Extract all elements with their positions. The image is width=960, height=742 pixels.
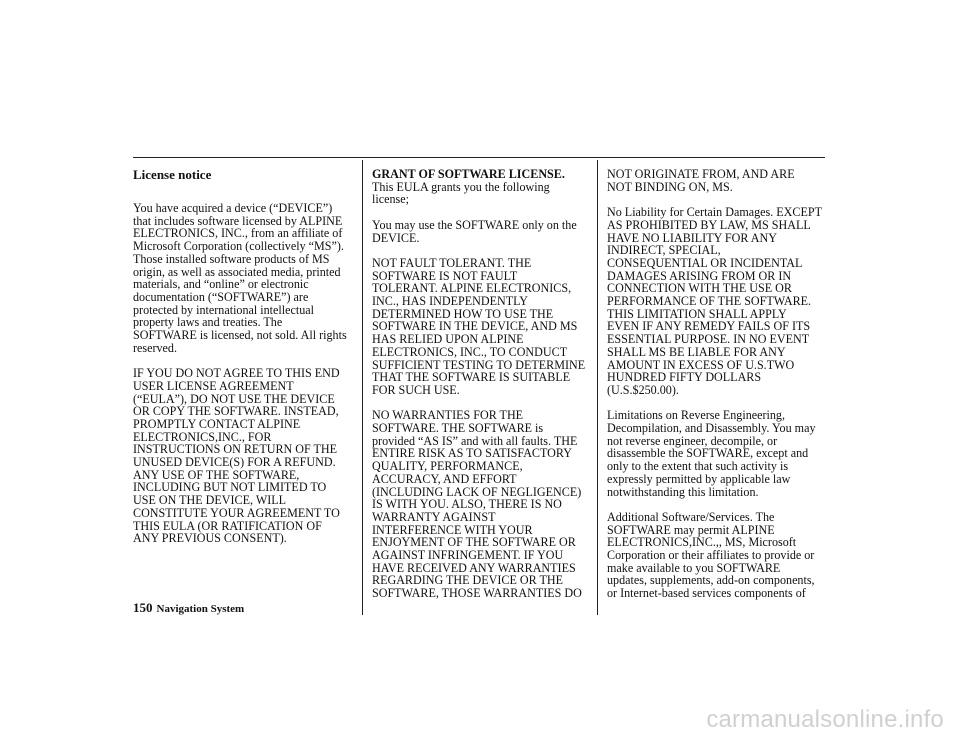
paragraph: This EULA grants you the following license; [372, 179, 550, 207]
section-name: Navigation System [156, 603, 245, 615]
paragraph: NOT ORIGINATE FROM, AND ARE NOT BINDING ON, MS. [607, 167, 795, 194]
column-1 [133, 168, 353, 558]
page-number: 150 [133, 600, 153, 615]
page-title: License notice [133, 167, 212, 182]
paragraph: No Liability for Certain Damages. EXCEPT AS PROHIBITED BY LAW, MS SHALL HAVE NO LIABILITY FOR ANY INDIRECT, SPECIAL, CONSEQUENTIAL OR INCIDENTAL DAMAGES ARISING FROM OR IN CONNECTION WITH THE USE OR PERFORMANCE OF THE SOFTWARE. THIS LIMITATION SHALL APPLY EVEN IF ANY REMEDY FAILS OF ITS ESSENTIAL PURPOSE. IN NO EVENT SHALL MS BE LIABLE FOR ANY AMOUNT IN EXCESS OF U.S.TWO HUNDRED FIFTY DOLLARS (U.S.$250.00). [607, 205, 822, 397]
column-2 [372, 168, 587, 613]
paragraph: Additional Software/Services. The SOFTWARE may permit ALPINE ELECTRONICS,INC.,, MS, Microsoft Corporation or their affiliates to provide or make available to you SOFTWARE updates, supplements, add-on components, or Internet-based services components of [607, 509, 815, 601]
column-divider-2 [597, 160, 598, 615]
paragraph: You may use the SOFTWARE only on the DEVICE. [372, 217, 577, 245]
paragraph: NOT FAULT TOLERANT. THE SOFTWARE IS NOT FAULT TOLERANT. ALPINE ELECTRONICS, INC., HAS INDEPENDENTLY DETERMINED HOW TO USE THE SOFTWARE IN THE DEVICE, AND MS HAS RELIED UPON ALPINE ELECTRONICS, INC., TO CONDUCT SUFFICIENT TESTING TO DETERMINE THAT THE SOFTWARE IS SUITABLE FOR SUCH USE. [372, 255, 586, 397]
section-heading: GRANT OF SOFTWARE LICENSE. [372, 167, 565, 181]
top-rule [133, 157, 825, 158]
watermark: carmanualsonline.info [706, 706, 944, 733]
paragraph: IF YOU DO NOT AGREE TO THIS END USER LICENSE AGREEMENT (“EULA”), DO NOT USE THE DEVICE OR COPY THE SOFTWARE. INSTEAD, PROMPTLY CONTACT ALPINE ELECTRONICS,INC., FOR INSTRUCTIONS ON RETURN OF THE UNUSED DEVICE(S) FOR A REFUND. ANY USE OF THE SOFTWARE, INCLUDING BUT NOT LIMITED TO USE ON THE DEVICE, WILL CONSTITUTE YOUR AGREEMENT TO THIS EULA (OR RATIFICATION OF ANY PREVIOUS CONSENT). [133, 366, 340, 546]
page-footer [133, 599, 244, 617]
paragraph: NO WARRANTIES FOR THE SOFTWARE. THE SOFTWARE is provided “AS IS” and with all faults. THE ENTIRE RISK AS TO SATISFACTORY QUALITY, PERFORMANCE, ACCURACY, AND EFFORT (INCLUDING LACK OF NEGLIGENCE) IS WITH YOU. ALSO, THERE IS NO WARRANTY AGAINST INTERFERENCE WITH YOUR ENJOYMENT OF THE SOFTWARE OR AGAINST INFRINGEMENT. IF YOU HAVE RECEIVED ANY WARRANTIES REGARDING THE DEVICE OR THE SOFTWARE, THOSE WARRANTIES DO [372, 408, 582, 601]
column-3 [607, 168, 827, 613]
column-divider-1 [362, 160, 363, 615]
paragraph: Limitations on Reverse Engineering, Decompilation, and Disassembly. You may not reverse engineer, decompile, or disassemble the SOFTWARE, except and only to the extent that such activity is expressly permitted by applicable law notwithstanding this limitation. [607, 408, 816, 499]
paragraph: You have acquired a device (“DEVICE”) that includes software licensed by ALPINE ELECTRONICS, INC., from an affiliate of Microsoft Corporation (collectively “MS”). Those installed software products of MS origin, as well as associated media, printed materials, and “online” or electronic documentation (“SOFTWARE”) are protected by international intellectual property laws and treaties. The SOFTWARE is licensed, not sold. All rights reserved. [133, 201, 347, 355]
